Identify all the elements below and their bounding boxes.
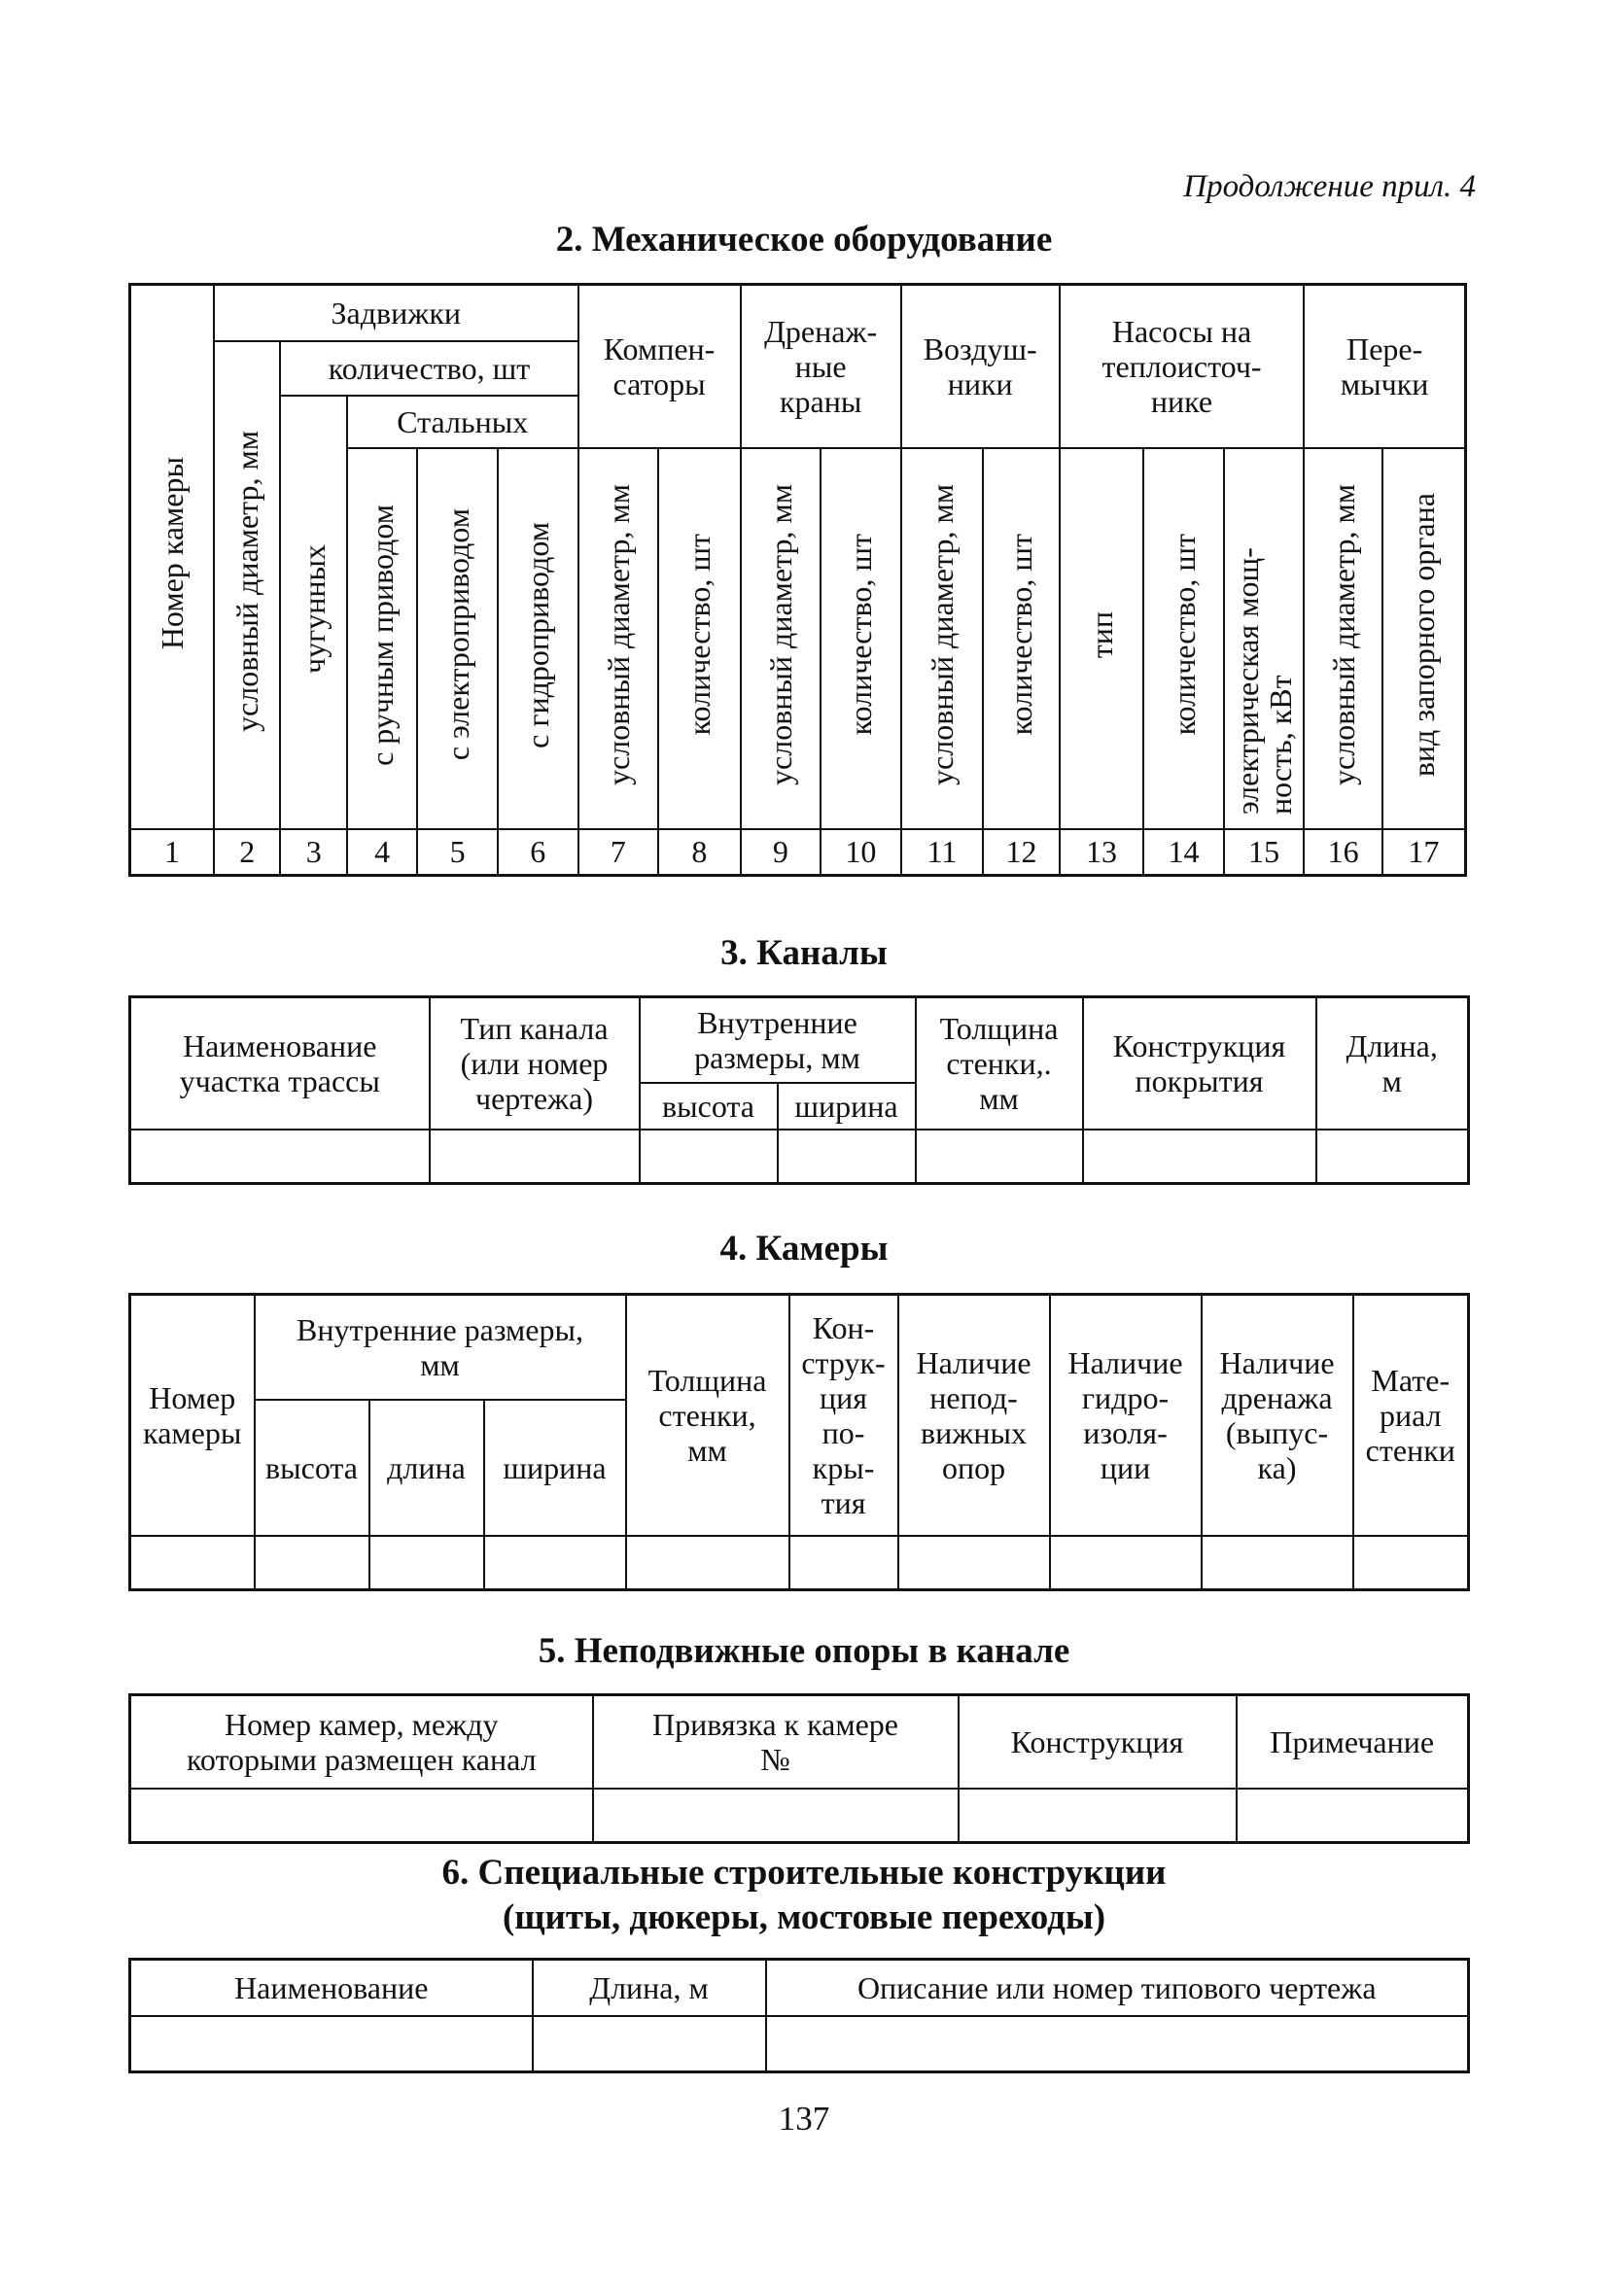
- col-10-header: количество, шт: [821, 448, 901, 829]
- col-number: 7: [578, 829, 659, 876]
- col-4-header: с ручным приводом: [347, 448, 417, 829]
- empty-cell: [1353, 1536, 1469, 1590]
- col-7-header: условный диаметр, мм: [578, 448, 659, 829]
- col-14-header: количество, шт: [1143, 448, 1224, 829]
- empty-cell: [766, 2016, 1469, 2072]
- empty-cell: [533, 2016, 766, 2072]
- empty-cell: [369, 1536, 484, 1590]
- col-8-header: количество, шт: [658, 448, 741, 829]
- col-number: 15: [1224, 829, 1305, 876]
- empty-cell: [1083, 1130, 1316, 1184]
- col-number: 5: [417, 829, 498, 876]
- opisanie-header: Описание или номер типового чертежа: [766, 1960, 1469, 2016]
- fixed-supports-table: [128, 1693, 1470, 1844]
- empty-cell: [1202, 1536, 1353, 1590]
- col-12-header: количество, шт: [983, 448, 1060, 829]
- gidroizolyaciya-header: Наличие гидро- изоля- ции: [1050, 1295, 1202, 1536]
- shirina-header: ширина: [484, 1400, 626, 1536]
- drenazh-header: Наличие дренажа (выпус- ка): [1202, 1295, 1353, 1536]
- special-structures-table: [128, 1958, 1470, 2073]
- col-number: 13: [1060, 829, 1144, 876]
- nomer-kamer-header: Номер камер, между которыми размещен канал: [130, 1695, 593, 1789]
- vozdushniki-header: Воздуш- ники: [901, 285, 1060, 448]
- empty-cell: [789, 1536, 898, 1590]
- col-11-header: условный диаметр, мм: [901, 448, 984, 829]
- vnutrennie-razmery-header: Внутренние размеры, мм: [640, 997, 916, 1083]
- col-number: 4: [347, 829, 417, 876]
- tip-kanala-header: Тип канала (или номер чертежа): [430, 997, 640, 1130]
- vnutrennie-razmery-header: Внутренние размеры, мм: [255, 1295, 626, 1400]
- konstrukciya-header: Кон- струк- ция по- кры- тия: [789, 1295, 898, 1536]
- kolichestvo-header: количество, шт: [280, 341, 577, 396]
- dlina-header: длина: [369, 1400, 484, 1536]
- empty-cell: [484, 1536, 626, 1590]
- col-9-header: условный диаметр, мм: [741, 448, 821, 829]
- primechanie-header: Примечание: [1237, 1695, 1469, 1789]
- col-number: 10: [821, 829, 901, 876]
- empty-cell: [593, 1789, 959, 1843]
- section-3-title: 3. Каналы: [720, 933, 888, 973]
- naimenovanie-uchastka-header: Наименование участка трассы: [130, 997, 430, 1130]
- empty-cell: [255, 1536, 369, 1590]
- col-number: 3: [280, 829, 346, 876]
- stalnyh-header: Стальных: [347, 396, 578, 448]
- empty-cell: [640, 1130, 778, 1184]
- empty-cell: [130, 1789, 593, 1843]
- peremychki-header: Пере- мычки: [1304, 285, 1465, 448]
- section-5-title: 5. Неподвижные опоры в канале: [538, 1631, 1070, 1671]
- dlina-header: Длина, м: [533, 1960, 766, 2016]
- section-2-title: 2. Механическое оборудование: [555, 220, 1053, 260]
- col-1-header: Номер камеры: [130, 285, 215, 829]
- empty-cell: [430, 1130, 640, 1184]
- col-number: 6: [498, 829, 578, 876]
- col-number: 1: [130, 829, 215, 876]
- empty-cell: [778, 1130, 916, 1184]
- col-15-header: электрическая мощ- ность, кВт: [1224, 448, 1305, 829]
- nasosy-header: Насосы на теплоисточ- нике: [1060, 285, 1305, 448]
- tolshchina-header: Толщина стенки,. мм: [916, 997, 1083, 1130]
- col-17-header: вид запорного органа: [1382, 448, 1466, 829]
- empty-cell: [130, 2016, 533, 2072]
- tolshchina-header: Толщина стенки, мм: [626, 1295, 789, 1536]
- vysota-header: высота: [640, 1083, 778, 1130]
- chambers-table: [128, 1293, 1470, 1591]
- col-13-header: тип: [1060, 448, 1144, 829]
- col-3-header: чугунных: [280, 396, 346, 829]
- col-number: 9: [741, 829, 821, 876]
- nepodvizhnye-opory-header: Наличие непод- вижных опор: [898, 1295, 1050, 1536]
- shirina-header: ширина: [778, 1083, 916, 1130]
- naimenovanie-header: Наименование: [130, 1960, 533, 2016]
- drenazhnye-krany-header: Дренаж- ные краны: [741, 285, 901, 448]
- section-6-title: 6. Специальные строительные конструкции (щиты, дюкеры, мостовые переходы): [441, 1853, 1167, 1937]
- empty-cell: [130, 1130, 430, 1184]
- col-2-header: условный диаметр, мм: [214, 341, 280, 829]
- empty-cell: [626, 1536, 789, 1590]
- empty-cell: [1050, 1536, 1202, 1590]
- empty-cell: [130, 1536, 255, 1590]
- material-header: Мате- риал стенки: [1353, 1295, 1469, 1536]
- channels-table: [128, 995, 1470, 1185]
- col-number: 8: [658, 829, 741, 876]
- empty-cell: [1316, 1130, 1469, 1184]
- col-number: 14: [1143, 829, 1224, 876]
- zadvizhki-header: Задвижки: [214, 285, 577, 341]
- konstrukciya-header: Конструкция: [959, 1695, 1237, 1789]
- col-number: 17: [1382, 829, 1466, 876]
- empty-cell: [916, 1130, 1083, 1184]
- page-number: 137: [778, 2100, 830, 2138]
- nomer-kamery-header: Номер камеры: [130, 1295, 255, 1536]
- dlina-header: Длина, м: [1316, 997, 1469, 1130]
- col-number: 12: [983, 829, 1060, 876]
- privyazka-header: Привязка к камере №: [593, 1695, 959, 1789]
- col-number: 11: [901, 829, 984, 876]
- col-number: 16: [1304, 829, 1382, 876]
- col-number: 2: [214, 829, 280, 876]
- section-4-title: 4. Камеры: [719, 1229, 889, 1269]
- continuation-note: Продолжение прил. 4: [1183, 169, 1476, 204]
- col-16-header: условный диаметр, мм: [1304, 448, 1382, 829]
- vysota-header: высота: [255, 1400, 369, 1536]
- empty-cell: [959, 1789, 1237, 1843]
- konstrukciya-pokrytiya-header: Конструкция покрытия: [1083, 997, 1316, 1130]
- col-6-header: с гидроприводом: [498, 448, 578, 829]
- empty-cell: [898, 1536, 1050, 1590]
- empty-cell: [1237, 1789, 1469, 1843]
- kompensatory-header: Компен- саторы: [578, 285, 741, 448]
- col-5-header: с электроприводом: [417, 448, 498, 829]
- mechanical-equipment-table: [128, 283, 1467, 877]
